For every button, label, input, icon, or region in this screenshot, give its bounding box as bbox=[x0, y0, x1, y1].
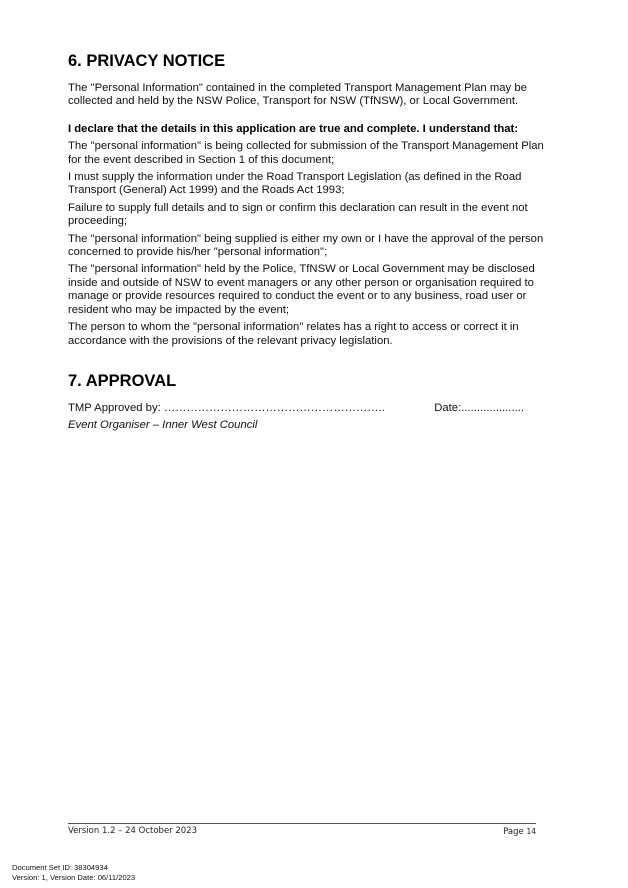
declaration-heading: I declare that the details in this application are true and complete. I understand that: bbox=[68, 122, 519, 135]
privacy-intro-paragraph: The "Personal Information" contained in the completed Transport Management Plan may be collected and held by the NSW Police, Transport for NSW (TfNSW), or Local Government. bbox=[68, 82, 527, 108]
declaration-item: The "personal information" being supplied is either my own or I have the approval of the person concerned to provide his/her "personal information"; bbox=[68, 232, 544, 259]
declaration-item: The "personal information" is being collected for submission of the Transport Management Plan for the event described in Section 1 of this document; bbox=[68, 140, 544, 166]
approval-heading: 7. APPROVAL bbox=[68, 371, 177, 390]
page-number: 14 bbox=[526, 827, 536, 836]
document-metadata bbox=[12, 863, 135, 883]
document-set-id: Document Set ID: 38304934 bbox=[12, 863, 108, 872]
declaration-item: I must supply the information under the Road Transport Legislation (as defined in the Road Transport (General) Act 1999) and the Roads Act 1993; bbox=[68, 171, 522, 197]
declaration-item: The "personal information" held by the Police, TfNSW or Local Government may be disclosed inside and outside of NSW to event managers or any other person or organisation required to manage or provide resources required to conduct the event or to any business, road user or resident who may be impacted by the event; bbox=[68, 263, 535, 316]
privacy-notice-heading: 6. PRIVACY NOTICE bbox=[68, 52, 226, 70]
footer-version: Version 1.2 – 24 October 2023 bbox=[68, 826, 197, 836]
footer-page bbox=[503, 826, 536, 838]
event-organiser: Event Organiser – Inner West Council bbox=[68, 419, 258, 432]
page-content bbox=[68, 50, 546, 433]
document-version: Version: 1, Version Date: 06/11/2023 bbox=[12, 873, 136, 882]
declaration-item: Failure to supply full details and to sign or confirm this declaration can result in the event not proceeding; bbox=[68, 201, 528, 228]
approved-by-field: TMP Approved by: ………………………………………………….. bbox=[68, 401, 385, 414]
page-footer bbox=[68, 823, 536, 838]
declaration-item: The person to whom the "personal information" relates has a right to access or correct it in accordance with the provisions of the relevant privacy legislation. bbox=[68, 321, 519, 347]
approval-line bbox=[68, 402, 524, 415]
approval-date-field: Date:.................... bbox=[434, 401, 524, 414]
page-label: Page bbox=[503, 827, 524, 837]
